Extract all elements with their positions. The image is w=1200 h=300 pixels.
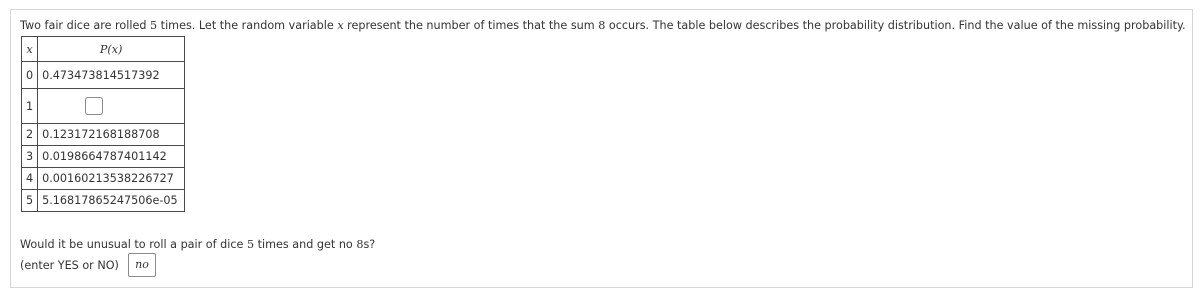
- question-text: [20, 19, 1186, 33]
- table-cell-x: 3: [22, 146, 38, 168]
- answer-prompt: (enter YES or NO): [20, 259, 119, 272]
- followup-sum: 8: [356, 238, 364, 251]
- table-cell-x: 2: [22, 124, 38, 146]
- table-cell-probability: 0.473473814517392: [38, 62, 185, 89]
- table-cell-probability: 0.00160213538226727: [38, 168, 185, 190]
- table-header-row: [22, 37, 185, 62]
- followup-question: [20, 238, 375, 252]
- table-row: [22, 190, 185, 212]
- table-row: [22, 146, 185, 168]
- table-cell-probability: 5.16817865247506e-05: [38, 190, 185, 212]
- table-cell-x: 0: [22, 62, 38, 89]
- question-text-part2: times. Let the random variable: [157, 19, 338, 32]
- question-panel: [10, 9, 1193, 288]
- question-text-part3: represent the number of times that the sum: [343, 19, 599, 32]
- table-cell-x: 4: [22, 168, 38, 190]
- table-cell-probability: [38, 89, 185, 124]
- table-cell-probability: 0.0198664787401142: [38, 146, 185, 168]
- yes-no-answer-input[interactable]: no: [128, 253, 156, 277]
- followup-text-part2: times and get no: [254, 238, 357, 251]
- table-row: [22, 168, 185, 190]
- followup-trials: 5: [246, 238, 255, 251]
- table-header-x: x: [22, 37, 38, 62]
- table-header-px: P(x): [38, 37, 185, 62]
- question-trials: 5: [150, 19, 158, 32]
- table-row: [22, 89, 185, 124]
- question-text-part4: occurs. The table below describes the probability distribution. Find the value of the missing probability.: [605, 19, 1186, 32]
- followup-text-part3: s?: [363, 238, 376, 251]
- table-cell-probability: 0.123172168188708: [38, 124, 185, 146]
- table-row: [22, 62, 185, 89]
- question-sum: 8: [598, 19, 606, 32]
- table-cell-x: 1: [22, 89, 38, 124]
- followup-text-part1: Would it be unusual to roll a pair of dice: [20, 238, 247, 251]
- missing-probability-input[interactable]: [85, 97, 103, 115]
- question-text-part1: Two fair dice are rolled: [20, 19, 150, 32]
- probability-table: [21, 36, 185, 212]
- question-variable: x: [337, 19, 344, 32]
- table-row: [22, 124, 185, 146]
- table-cell-x: 5: [22, 190, 38, 212]
